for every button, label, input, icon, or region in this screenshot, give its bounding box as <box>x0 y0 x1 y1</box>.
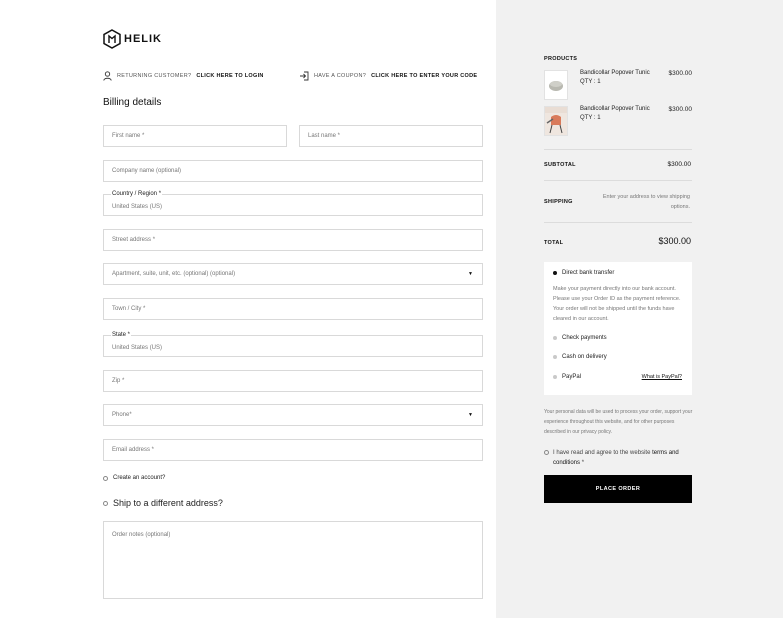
terms-agreement[interactable] <box>544 448 694 468</box>
billing-details-heading: Billing details <box>103 97 162 108</box>
ship-different-checkbox[interactable] <box>103 501 108 506</box>
country-select[interactable] <box>103 191 483 216</box>
cart-item <box>544 106 694 136</box>
product-name[interactable]: Bandicollar Popover Tunic <box>580 106 650 112</box>
sign-in-icon <box>299 71 309 81</box>
coupon-notice <box>299 71 477 81</box>
product-price: $300.00 <box>668 106 692 113</box>
divider <box>544 222 692 223</box>
shipping-label: SHIPPING <box>544 199 573 205</box>
email-field[interactable] <box>103 439 483 461</box>
payment-radio[interactable] <box>553 355 557 359</box>
create-account-checkbox[interactable] <box>103 476 108 481</box>
state-label: State * <box>112 332 131 338</box>
email-placeholder: Email address * <box>112 447 155 453</box>
product-qty: QTY : 1 <box>580 115 601 121</box>
subtotal-value: $300.00 <box>667 161 691 168</box>
divider <box>544 180 692 181</box>
terms-link[interactable]: terms and conditions <box>553 450 679 466</box>
brand-name: HELIK <box>124 33 162 45</box>
terms-prefix: I have read and agree to the website <box>553 450 651 456</box>
payment-option-cod[interactable] <box>553 354 607 360</box>
city-placeholder: Town / City * <box>112 306 146 312</box>
coupon-text: HAVE A COUPON? <box>314 73 367 79</box>
zip-field[interactable] <box>103 370 483 392</box>
ship-different-option[interactable] <box>103 498 223 508</box>
ship-different-label: Ship to a different address? <box>113 498 223 508</box>
what-is-paypal-link[interactable]: What is PayPal? <box>641 374 682 380</box>
terms-checkbox[interactable] <box>544 450 549 455</box>
brand-logo[interactable] <box>103 29 162 49</box>
payment-option-check[interactable] <box>553 335 607 341</box>
terms-required-mark: * <box>581 460 585 466</box>
coupon-link[interactable]: CLICK HERE TO ENTER YOUR CODE <box>371 73 478 79</box>
last-name-field[interactable] <box>299 125 483 147</box>
state-select[interactable] <box>103 332 483 357</box>
logo-hexagon-icon <box>103 29 121 49</box>
payment-label: Cash on delivery <box>562 354 607 360</box>
apartment-select[interactable] <box>103 263 483 285</box>
payment-label: Check payments <box>562 335 607 341</box>
chair-image-icon <box>545 107 567 135</box>
last-name-placeholder: Last name * <box>308 133 341 139</box>
returning-customer-text: RETURNING CUSTOMER? <box>117 73 192 79</box>
order-notes-placeholder: Order notes (optional) <box>112 532 171 538</box>
bank-transfer-description: Make your payment directly into our bank account. Please use your Order ID as the payment reference. Your order will not be shipped until the funds have cleared in our account. <box>553 286 681 322</box>
total-value: $300.00 <box>658 236 691 246</box>
payment-radio[interactable] <box>553 375 557 379</box>
product-thumbnail <box>544 70 568 100</box>
cart-item <box>544 70 694 100</box>
phone-placeholder: Phone* <box>112 412 132 418</box>
payment-option-bank[interactable] <box>553 270 614 276</box>
create-account-option[interactable] <box>103 475 165 481</box>
shipping-value: Enter your address to view shipping options. <box>602 194 690 210</box>
product-price: $300.00 <box>668 70 692 77</box>
first-name-field[interactable] <box>103 125 287 147</box>
login-link[interactable]: CLICK HERE TO LOGIN <box>196 73 264 79</box>
product-thumbnail <box>544 106 568 136</box>
returning-customer-notice <box>103 71 264 81</box>
order-notes-textarea[interactable] <box>103 521 483 599</box>
chevron-down-icon: ▼ <box>468 412 473 418</box>
create-account-label: Create an account? <box>113 475 166 481</box>
country-value: United States (US) <box>112 204 163 210</box>
apartment-placeholder: Apartment, suite, unit, etc. (optional) (optional) <box>112 271 236 277</box>
company-name-field[interactable] <box>103 160 483 182</box>
payment-label: PayPal <box>562 374 582 380</box>
privacy-notice: Your personal data will be used to process your order, support your experience throughout this website, and for other purposes described in our privacy policy. <box>544 409 693 435</box>
street-address-field[interactable] <box>103 229 483 251</box>
product-qty: QTY : 1 <box>580 79 601 85</box>
payment-methods-box <box>544 262 692 395</box>
place-order-button[interactable]: PLACE ORDER <box>544 475 692 503</box>
zip-placeholder: Zip * <box>112 378 125 384</box>
payment-label: Direct bank transfer <box>562 270 615 276</box>
chevron-down-icon: ▼ <box>468 271 473 277</box>
divider <box>544 149 692 150</box>
payment-radio[interactable] <box>553 336 557 340</box>
first-name-placeholder: First name * <box>112 133 145 139</box>
phone-field[interactable] <box>103 404 483 426</box>
country-label: Country / Region * <box>112 191 162 197</box>
subtotal-label: SUBTOTAL <box>544 162 576 168</box>
products-heading: PRODUCTS <box>544 56 578 62</box>
product-name[interactable]: Bandicollar Popover Tunic <box>580 70 650 76</box>
terms-text <box>553 448 694 468</box>
city-field[interactable] <box>103 298 483 320</box>
state-value: United States (US) <box>112 345 163 351</box>
user-icon <box>103 71 112 81</box>
total-label: TOTAL <box>544 240 564 246</box>
payment-radio-selected[interactable] <box>553 271 557 275</box>
product-image-icon <box>545 71 567 99</box>
street-address-placeholder: Street address * <box>112 237 156 243</box>
payment-option-paypal[interactable] <box>553 374 581 380</box>
company-name-placeholder: Company name (optional) <box>112 168 182 174</box>
